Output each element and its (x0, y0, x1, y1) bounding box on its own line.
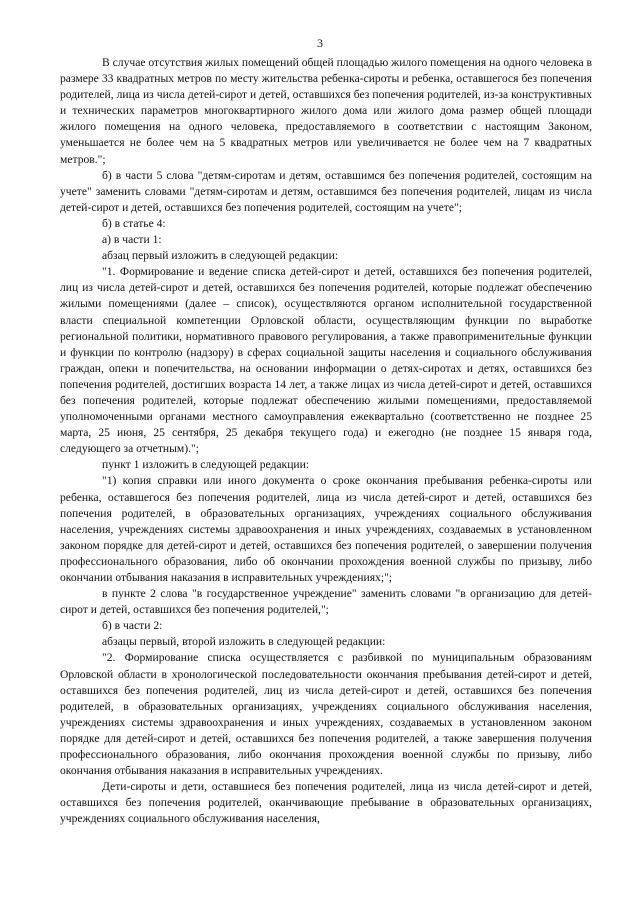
paragraph: Дети-сироты и дети, оставшиеся без попечения родителей, лица из числа детей-сирот и детей, оставшихся без попечения родителей, оканчивающие пребывание в образовательных организациях, учреждениях социального обслуживания населения, (60, 780, 592, 826)
paragraph: а) в части 1: (102, 233, 162, 247)
paragraph: б) в статье 4: (102, 216, 166, 230)
document-body (60, 55, 592, 828)
paragraph: абзацы первый, второй изложить в следующей редакции: (102, 635, 386, 649)
paragraph: В случае отсутствия жилых помещений общей площадью жилого помещения на одного человека в размере 33 квадратных метров по месту жительства ребенка-сироты и ребенка, оставшегося без попечения родителей, лица из числа детей-сирот и детей, оставшихся без попечения родителей, из-за конструктивных и технических параметров многоквартирного жилого дома или жилого дома размер общей площади жилого помещения на одного человека, предоставляемого в соответствии с настоящим Законом, уменьшается не более чем на 5 квадратных метров или увеличивается не более чем на 7 квадратных метров."; (60, 56, 592, 166)
paragraph: "1) копия справки или иного документа о сроке окончания пребывания ребенка-сироты или ребенка, оставшегося без попечения родителей, лица из числа детей-сирот и детей, оставшихся без попечения родителей, в образовательных организациях, учреждениях социального обслуживания населения, учреждениях системы здравоохранения и иных учреждениях, создаваемых в установленном законом порядке для детей-сирот и детей, оставшихся без попечения родителей, о завершении получения профессионального образования, либо об окончании прохождения военной службы по призыву, либо окончании отбывания наказания в исправительных учреждениях;"; (60, 474, 592, 584)
paragraph: абзац первый изложить в следующей редакции: (102, 249, 339, 263)
paragraph: пункт 1 изложить в следующей редакции: (102, 458, 310, 472)
page-number: 3 (317, 36, 323, 50)
paragraph: б) в части 2: (102, 619, 163, 633)
paragraph: б) в части 5 слова "детям-сиротам и детям, оставшимся без попечения родителей, состоящим на учете" заменить словами "детям-сиротам и детям, оставшимся без попечения родителей, лицам из числа детей-сирот и детей, оставшихся без попечения родителей, состоящим на учете"; (60, 168, 592, 214)
paragraph: "2. Формирование списка осуществляется с разбивкой по муниципальным образованиям Орловской области в хронологической последовательности окончания пребывания детей-сирот и детей, оставшихся без попечения родителей, лиц из числа детей-сирот и детей, оставшихся без попечения родителей, в образовательных организациях, учреждениях социального обслуживания населения, учреждениях системы здравоохранения и иных учреждениях, создаваемых в установленном законом порядке для детей-сирот и детей, оставшихся без попечения родителей, а также завершения получения профессионального образования, либо окончания прохождения военной службы по призыву, либо окончания отбывания наказания в исправительных учреждениях. (60, 651, 592, 778)
paragraph: "1. Формирование и ведение списка детей-сирот и детей, оставшихся без попечения родителей, лиц из числа детей-сирот и детей, оставшихся без попечения родителей, которые подлежат обеспечению жилыми помещениями (далее – список), осуществляются органом исполнительной государственной власти специальной компетенции Орловской области, осуществляющим функции по выработке региональной политики, нормативного правового регулирования, а также правоприменительные функции и функции по контролю (надзору) в сферах социальной защиты населения и социального обслуживания граждан, опеки и попечительства, на основании информации о детях-сиротах и детях, оставшихся без попечения родителей, достигших возраста 14 лет, а также лицах из числа детей-сирот и детей, оставшихся без попечения родителей, которые подлежат обеспечению жилыми помещениями, предоставляемой уполномоченными органами местного самоуправления ежеквартально (соответственно не позднее 25 марта, 25 июня, 25 сентября, 25 декабря текущего года) и ежегодно (не позднее 15 января года, следующего за отчетным)."; (60, 265, 592, 456)
paragraph: в пункте 2 слова "в государственное учреждение" заменить словами "в организацию для детей-сирот и детей, оставшихся без попечения родителей,"; (60, 587, 592, 617)
